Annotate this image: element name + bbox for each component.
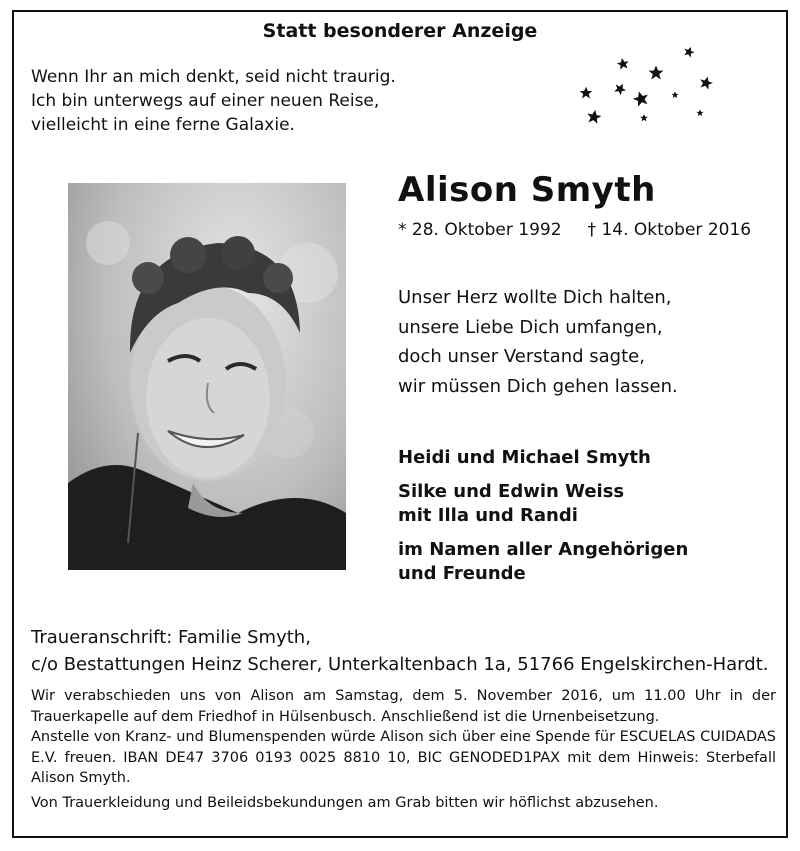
mourner-line: und Freunde: [398, 563, 526, 584]
memorial-poem: [398, 283, 678, 401]
donation-text: Anstelle von Kranz- und Blumenspenden würde Alison sich über eine Spende für ESCUELAS CUIDADAS E.V. freuen. IBAN DE47 3706 0193 0025 8810 10, BIC GENODED1PAX mit dem Hinweis: Sterbefall Alison Smyth.: [31, 729, 776, 786]
opening-verse: [31, 65, 396, 137]
poem-line: wir müssen Dich gehen lassen.: [398, 375, 678, 397]
stars-icon: [570, 40, 720, 130]
mourner-group: [398, 446, 688, 470]
mourner-line: Silke und Edwin Weiss: [398, 481, 625, 502]
mourners-list: [398, 446, 688, 596]
poem-line: Unser Herz wollte Dich halten,: [398, 287, 672, 308]
verse-line: Ich bin unterwegs auf einer neuen Reise,: [31, 91, 380, 111]
mourner-line: mit Illa und Randi: [398, 505, 578, 526]
life-dates: [398, 220, 751, 240]
mourner-line: im Namen aller Angehörigen: [398, 539, 689, 560]
ceremony-text: Wir verabschieden uns von Alison am Samstag, dem 5. November 2016, um 11.00 Uhr in der Trauerkapelle auf dem Friedhof in Hülsenbusch. Anschließend ist die Urnenbeisetzung.: [31, 688, 776, 725]
verse-line: vielleicht in eine ferne Galaxie.: [31, 115, 295, 135]
deceased-name: Alison Smyth: [398, 170, 656, 210]
mourning-address: [31, 624, 768, 678]
poem-line: doch unser Verstand sagte,: [398, 346, 645, 367]
request-text: Von Trauerkleidung und Beileidsbekundungen am Grab bitten wir höflichst abzusehen.: [31, 794, 659, 811]
mourner-line: Heidi und Michael Smyth: [398, 447, 651, 468]
funeral-information: [31, 686, 776, 813]
mourner-group: [398, 480, 688, 528]
address-line: Traueranschrift: Familie Smyth,: [31, 627, 311, 648]
portrait-image: [68, 183, 346, 570]
address-line: c/o Bestattungen Heinz Scherer, Unterkaltenbach 1a, 51766 Engelskirchen-Hardt.: [31, 654, 769, 675]
notice-header: Statt besonderer Anzeige: [262, 20, 538, 42]
verse-line: Wenn Ihr an mich denkt, seid nicht traurig.: [31, 67, 396, 87]
death-date: † 14. Oktober 2016: [587, 220, 752, 240]
birth-date: * 28. Oktober 1992: [398, 220, 562, 240]
portrait-photo: [68, 183, 346, 570]
poem-line: unsere Liebe Dich umfangen,: [398, 316, 663, 338]
mourner-group: [398, 538, 688, 586]
